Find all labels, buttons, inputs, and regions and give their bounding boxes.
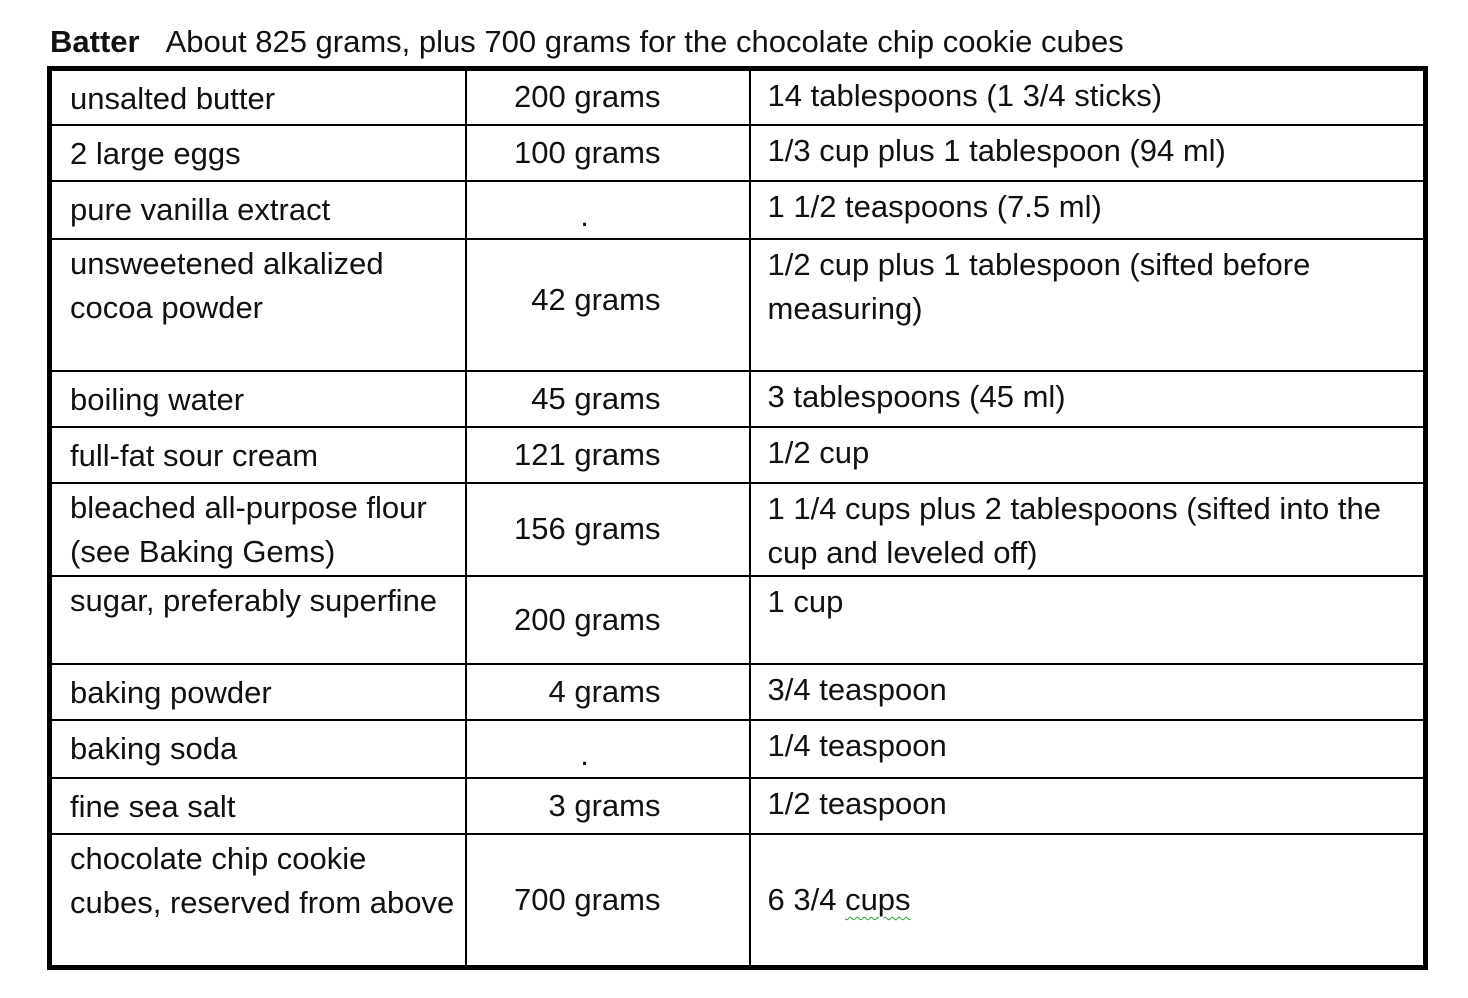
ingredient-cell: baking soda	[50, 720, 466, 778]
table-row	[50, 664, 1426, 720]
volume-cell: 3 tablespoons (45 ml)	[750, 371, 1426, 427]
volume-unit-spellcheck: cups	[845, 881, 911, 917]
ingredient-table	[47, 66, 1428, 970]
weight-cell: .	[466, 720, 750, 778]
table-row	[50, 576, 1426, 664]
weight-cell: 200 grams	[466, 576, 750, 664]
volume-cell: 1 1/4 cups plus 2 tablespoons (sifted into the cup and leveled off)	[750, 483, 1426, 576]
ingredient-cell: chocolate chip cookie cubes, reserved from above	[50, 834, 466, 968]
volume-cell: 1 cup	[750, 576, 1426, 664]
table-row	[50, 778, 1426, 834]
volume-amount: 6 3/4	[767, 881, 846, 917]
volume-cell: 1/2 cup plus 1 tablespoon (sifted before measuring)	[750, 239, 1426, 371]
ingredient-cell: boiling water	[50, 371, 466, 427]
weight-cell: 45 grams	[466, 371, 750, 427]
volume-cell: 1/2 cup	[750, 427, 1426, 483]
table-row	[50, 239, 1426, 371]
ingredient-cell: 2 large eggs	[50, 125, 466, 181]
table-row	[50, 427, 1426, 483]
section-description: About 825 grams, plus 700 grams for the chocolate chip cookie cubes	[165, 24, 1124, 59]
table-row	[50, 69, 1426, 125]
table-row	[50, 483, 1426, 576]
volume-cell: 1/3 cup plus 1 tablespoon (94 ml)	[750, 125, 1426, 181]
weight-cell: 4 grams	[466, 664, 750, 720]
ingredient-cell: full-fat sour cream	[50, 427, 466, 483]
ingredient-cell: baking powder	[50, 664, 466, 720]
ingredient-cell: fine sea salt	[50, 778, 466, 834]
weight-cell: 200 grams	[466, 69, 750, 125]
volume-cell: 1/4 teaspoon	[750, 720, 1426, 778]
volume-cell: 3/4 teaspoon	[750, 664, 1426, 720]
weight-cell: .	[466, 181, 750, 239]
ingredient-cell: sugar, preferably superfine	[50, 576, 466, 664]
weight-cell: 3 grams	[466, 778, 750, 834]
ingredient-cell: bleached all-purpose flour (see Baking Gems)	[50, 483, 466, 576]
table-row	[50, 125, 1426, 181]
weight-cell: 100 grams	[466, 125, 750, 181]
volume-cell: 1/2 teaspoon	[750, 778, 1426, 834]
section-label: Batter	[50, 24, 140, 59]
weight-cell: 42 grams	[466, 239, 750, 371]
volume-cell: 1 1/2 teaspoons (7.5 ml)	[750, 181, 1426, 239]
ingredient-cell: pure vanilla extract	[50, 181, 466, 239]
weight-cell: 700 grams	[466, 834, 750, 968]
ingredient-cell: unsweetened alkalized cocoa powder	[50, 239, 466, 371]
weight-cell: 156 grams	[466, 483, 750, 576]
ingredient-cell: unsalted butter	[50, 69, 466, 125]
table-row	[50, 720, 1426, 778]
table-row	[50, 371, 1426, 427]
volume-cell	[750, 834, 1426, 968]
table-row	[50, 834, 1426, 968]
weight-cell: 121 grams	[466, 427, 750, 483]
table-row	[50, 181, 1426, 239]
section-heading	[50, 22, 1124, 62]
volume-cell: 14 tablespoons (1 3/4 sticks)	[750, 69, 1426, 125]
